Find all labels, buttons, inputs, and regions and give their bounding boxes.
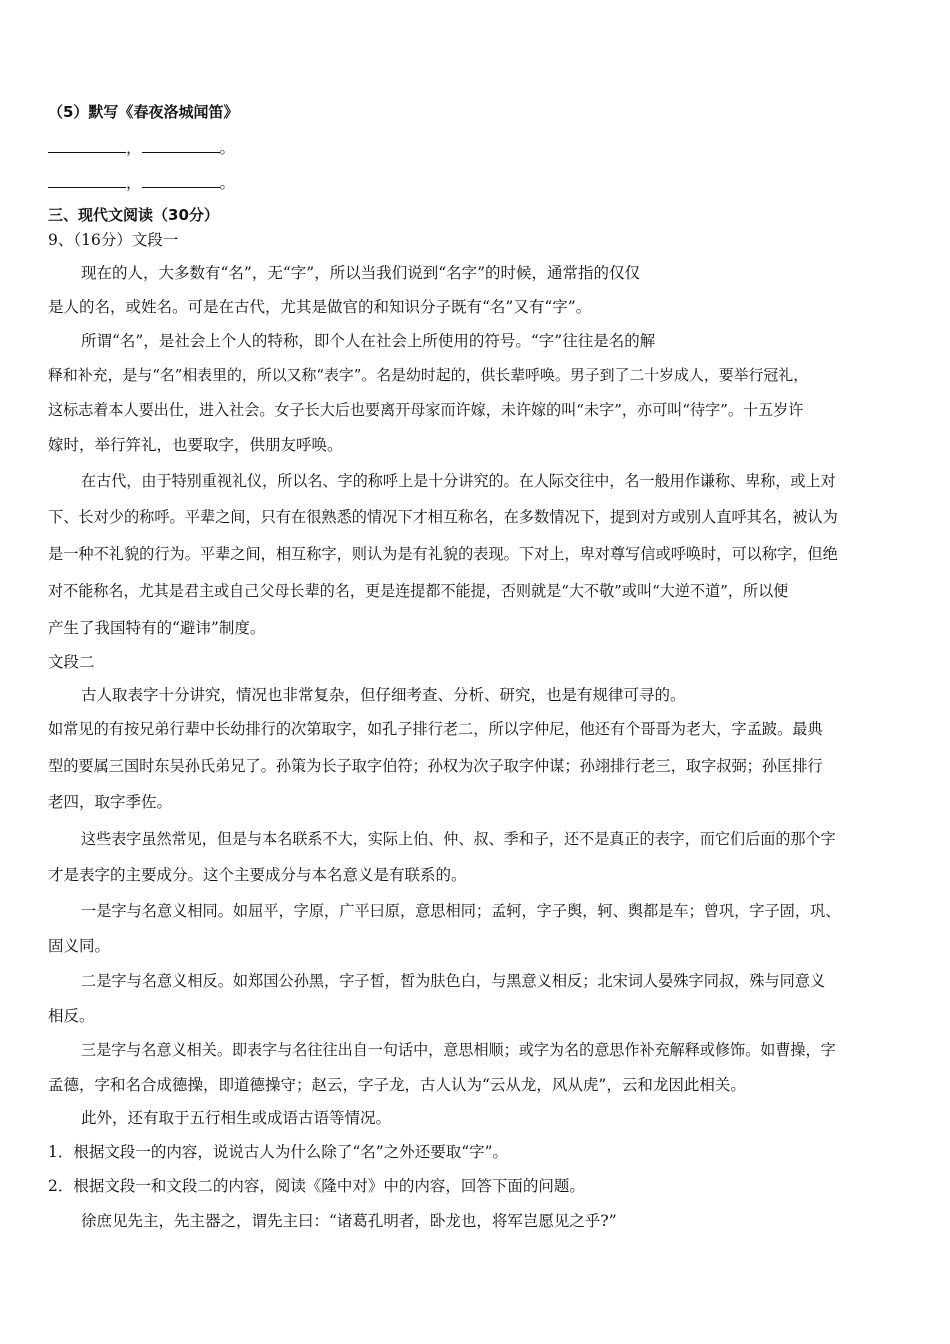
period: 。 xyxy=(219,139,236,157)
passage2-line: 固义同。 xyxy=(48,937,111,955)
passage1-line: 对不能称名，尤其是君主或自己父母长辈的名，更是连提都不能提，否则就是“大不敬”或叫“大逆不道”，所以便 xyxy=(48,582,789,600)
passage2-line: 才是表字的主要成分。这个主要成分与本名意义是有联系的。 xyxy=(48,866,467,884)
passage1-line: 这标志着本人要出仕，进入社会。女子长大后也要离开母家而许嫁，未许嫁的叫“未字”，亦可叫“待字”。十五岁许 xyxy=(48,401,804,419)
passage2-line: 此外，还有取于五行相生或成语古语等情况。 xyxy=(81,1109,392,1127)
passage1-line: 是一种不礼貌的行为。平辈之间，相互称字，则认为是有礼貌的表现。下对上，卑对尊写信或呼唤时，可以称字，但绝 xyxy=(48,545,838,563)
question-1: 1．根据文段一的内容，说说古人为什么除了“名”之外还要取“字”。 xyxy=(48,1143,509,1161)
answer-blank-row-1 xyxy=(48,137,235,159)
passage2-heading: 文段二 xyxy=(48,653,95,671)
answer-blank[interactable] xyxy=(48,173,126,188)
passage2-line: 这些表字虽然常见，但是与本名联系不大，实际上伯、仲、叔、季和子，还不是真正的表字，而它们后面的那个字 xyxy=(81,830,836,848)
passage2-line: 二是字与名意义相反。如郑国公孙黑，字子皙，皙为肤色白，与黑意义相反；北宋词人晏殊字同叔，殊与同意义 xyxy=(81,972,826,990)
passage2-line: 古人取表字十分讲究，情况也非常复杂，但仔细考查、分析、研究，也是有规律可寻的。 xyxy=(81,686,686,704)
passage1-line: 所谓“名”，是社会上个人的特称，即个人在社会上所使用的符号。“字”往往是名的解 xyxy=(81,332,656,350)
passage2-line: 孟德，字和名合成德操，即道德操守；赵云，字子龙，古人认为“云从龙，风从虎”，云和龙因此相关。 xyxy=(48,1076,746,1094)
quote-longzhongdui: 徐庶见先主，先主器之，谓先主曰：“诸葛孔明者，卧龙也，将军岂愿见之乎?” xyxy=(81,1212,617,1230)
answer-blank-row-2 xyxy=(48,172,235,194)
passage2-line: 相反。 xyxy=(48,1007,95,1025)
answer-blank[interactable] xyxy=(142,138,220,153)
comma: ， xyxy=(126,139,142,157)
passage2-line: 一是字与名意义相同。如屈平，字原，广平曰原，意思相同；孟轲，字子舆，轲、舆都是车；曾巩，字子固，巩、 xyxy=(81,902,841,920)
q5-title: （5）默写《春夜洛城闻笛》 xyxy=(48,103,239,121)
passage1-line: 下、长对少的称呼。平辈之间，只有在很熟悉的情况下才相互称名，在多数情况下，提到对方或别人直呼其名，被认为 xyxy=(48,508,838,526)
answer-blank[interactable] xyxy=(142,173,220,188)
question9-intro: 9、（16分）文段一 xyxy=(48,231,179,249)
passage1-line: 是人的名，或姓名。可是在古代，尤其是做官的和知识分子既有“名”又有“字”。 xyxy=(48,298,592,316)
answer-blank[interactable] xyxy=(48,138,126,153)
passage1-line: 在古代，由于特别重视礼仪，所以名、字的称呼上是十分讲究的。在人际交往中，名一般用作谦称、卑称，或上对 xyxy=(81,472,836,490)
passage2-line: 三是字与名意义相关。即表字与名往往出自一句话中，意思相顺；或字为名的意思作补充解释或修饰。如曹操，字 xyxy=(81,1041,836,1059)
passage1-line: 嫁时，举行笄礼，也要取字，供朋友呼唤。 xyxy=(48,436,343,454)
question-2: 2．根据文段一和文段二的内容，阅读《隆中对》中的内容，回答下面的问题。 xyxy=(48,1177,585,1195)
passage1-line: 产生了我国特有的“避讳”制度。 xyxy=(48,619,266,637)
passage2-line: 如常见的有按兄弟行辈中长幼排行的次第取字，如孔子排行老二，所以字仲尼，他还有个哥哥为老大，字孟跛。最典 xyxy=(48,720,823,738)
period: 。 xyxy=(219,174,236,192)
section3-heading: 三、现代文阅读（30分） xyxy=(48,206,219,224)
passage1-line: 现在的人，大多数有“名”，无“字”，所以当我们说到“名字”的时候，通常指的仅仅 xyxy=(81,264,641,282)
passage2-line: 老四，取字季佐。 xyxy=(48,793,173,811)
comma: ， xyxy=(126,174,142,192)
passage1-line: 释和补充，是与“名”相表里的，所以又称“表字”。名是幼时起的，供长辈呼唤。男子到了二十岁成人，要举行冠礼， xyxy=(48,366,809,384)
passage2-line: 型的要属三国时东吴孙氏弟兄了。孙策为长子取字伯符；孙权为次子取字仲谋；孙翊排行老三，取字叔弼；孙匡排行 xyxy=(48,757,823,775)
